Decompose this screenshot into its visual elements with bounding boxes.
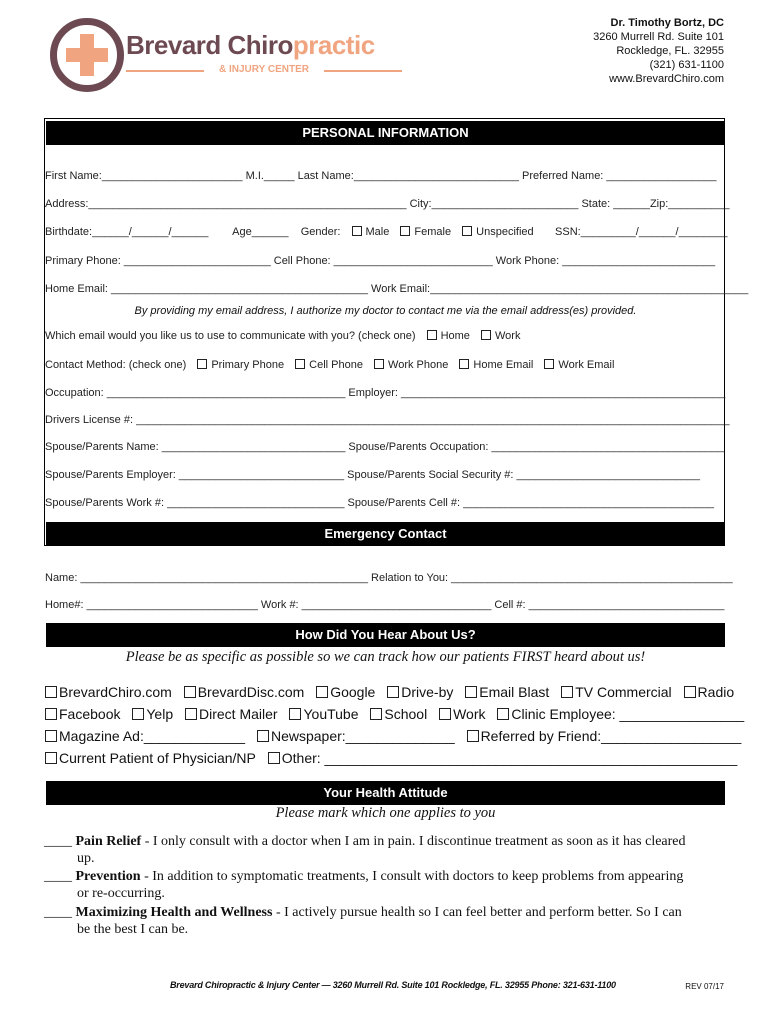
hear-about-note: Please be as specific as possible so we can track how our patients FIRST heard about us! xyxy=(125,649,646,665)
checkbox[interactable] xyxy=(439,708,451,720)
health-attitude-header: Your Health Attitude xyxy=(46,781,725,805)
logo-cross-icon xyxy=(66,34,108,76)
email-consent: By providing my email address, I authorize my doctor to contact me via the email address(es) provided. xyxy=(134,305,637,317)
attitude-pain-relief[interactable]: ____ Pain Relief - I only consult with a doctor when I am in pain. I discontinue treatment as soon as it has cleared up. xyxy=(44,834,686,866)
contact-cell-phone-checkbox[interactable] xyxy=(295,359,305,369)
email-home-checkbox[interactable] xyxy=(427,330,437,340)
contact-home-email-checkbox[interactable] xyxy=(459,359,469,369)
contact-work-phone-checkbox[interactable] xyxy=(374,359,384,369)
checkbox[interactable] xyxy=(45,730,57,742)
checkbox[interactable] xyxy=(467,730,479,742)
hear-options-line3[interactable]: Magazine Ad:_____________ Newspaper:______________ Referred by Friend:__________________ xyxy=(45,728,741,744)
checkbox[interactable] xyxy=(289,708,301,720)
footer-address: Brevard Chiropractic & Injury Center — 3260 Murrell Rd. Suite 101 Rockledge, FL. 32955 Phone: 321-631-1100 xyxy=(170,980,616,990)
logo-title: Brevard Chiropractic xyxy=(126,30,375,60)
checkbox[interactable] xyxy=(184,686,196,698)
address-row[interactable]: Address:____________________________________________________ City:________________________ State: ______Zip:__________ xyxy=(45,198,730,210)
spouse-employer-row[interactable]: Spouse/Parents Employer: ___________________________ Spouse/Parents Social Security #: ______________________________ xyxy=(45,469,701,481)
email-row[interactable]: Home Email: __________________________________________ Work Email:____________________________________________________ xyxy=(45,283,749,295)
health-attitude-note: Please mark which one applies to you xyxy=(275,805,496,821)
email-work-checkbox[interactable] xyxy=(481,330,491,340)
gender-male-checkbox[interactable] xyxy=(352,226,362,236)
checkbox[interactable] xyxy=(465,686,477,698)
checkbox[interactable] xyxy=(387,686,399,698)
checkbox[interactable] xyxy=(561,686,573,698)
emergency-name-row[interactable]: Name: _______________________________________________ Relation to You: ______________________________________________ xyxy=(45,572,733,584)
checkbox[interactable] xyxy=(268,752,280,764)
emergency-header: Emergency Contact xyxy=(46,522,725,546)
checkbox[interactable] xyxy=(316,686,328,698)
hear-options-line1[interactable]: BrevardChiro.com BrevardDisc.com Google Drive-by Email Blast TV Commercial Radio xyxy=(45,684,734,700)
personal-info-header: PERSONAL INFORMATION xyxy=(46,121,725,145)
gender-female-checkbox[interactable] xyxy=(400,226,410,236)
attitude-prevention[interactable]: ____ Prevention - In addition to symptomatic treatments, I consult with doctors to keep problems from appearing or re-occurring. xyxy=(44,869,684,901)
attitude-wellness[interactable]: ____ Maximizing Health and Wellness - I actively pursue health so I can feel better and perform better. So I can be the best I can be. xyxy=(44,905,682,937)
checkbox[interactable] xyxy=(185,708,197,720)
emergency-phone-row[interactable]: Home#: ____________________________ Work #: _______________________________ Cell #: ________________________________ xyxy=(45,599,725,611)
phone-row[interactable]: Primary Phone: ________________________ Cell Phone: __________________________ Work Phone: _________________________ xyxy=(45,255,716,267)
contact-primary-phone-checkbox[interactable] xyxy=(197,359,207,369)
spouse-work-row[interactable]: Spouse/Parents Work #: _____________________________ Spouse/Parents Cell #: _________________________________________ xyxy=(45,497,714,509)
gender-unspecified-checkbox[interactable] xyxy=(462,226,472,236)
checkbox[interactable] xyxy=(684,686,696,698)
hear-options-line4[interactable]: Current Patient of Physician/NP Other: _____________________________________________________ xyxy=(45,750,737,766)
checkbox[interactable] xyxy=(497,708,509,720)
hear-options-line2[interactable]: Facebook Yelp Direct Mailer YouTube School Work Clinic Employee: ________________ xyxy=(45,706,744,722)
contact-method-row[interactable]: Contact Method: (check one) Primary Phone Cell Phone Work Phone Home Email Work Email xyxy=(45,359,615,371)
hear-about-header: How Did You Hear About Us? xyxy=(46,623,725,647)
checkbox[interactable] xyxy=(45,708,57,720)
revision-label: REV 07/17 xyxy=(685,982,724,991)
clinic-address: Dr. Timothy Bortz, DC 3260 Murrell Rd. Suite 101 Rockledge, FL. 32955 (321) 631-1100 www.BrevardChiro.com xyxy=(593,17,724,85)
contact-work-email-checkbox[interactable] xyxy=(544,359,554,369)
checkbox[interactable] xyxy=(370,708,382,720)
name-row[interactable]: First Name:_______________________ M.I._____ Last Name:___________________________ Preferred Name: __________________ xyxy=(45,170,717,182)
drivers-license-row[interactable]: Drivers License #: _________________________________________________________________________________________________ xyxy=(45,414,730,426)
checkbox[interactable] xyxy=(45,686,57,698)
which-email-row[interactable]: Which email would you like us to use to communicate with you? (check one) Home Work xyxy=(45,330,521,342)
checkbox[interactable] xyxy=(132,708,144,720)
logo-subtitle: & INJURY CENTER xyxy=(126,64,402,78)
checkbox[interactable] xyxy=(257,730,269,742)
occupation-row[interactable]: Occupation: _______________________________________ Employer: _____________________________________________________ xyxy=(45,387,726,399)
birthdate-row[interactable]: Birthdate:______/______/______ Age______ Gender: Male Female Unspecified SSN:_________/______/________ xyxy=(45,226,728,238)
spouse-name-row[interactable]: Spouse/Parents Name: ______________________________ Spouse/Parents Occupation: ______________________________________ xyxy=(45,441,724,453)
checkbox[interactable] xyxy=(45,752,57,764)
